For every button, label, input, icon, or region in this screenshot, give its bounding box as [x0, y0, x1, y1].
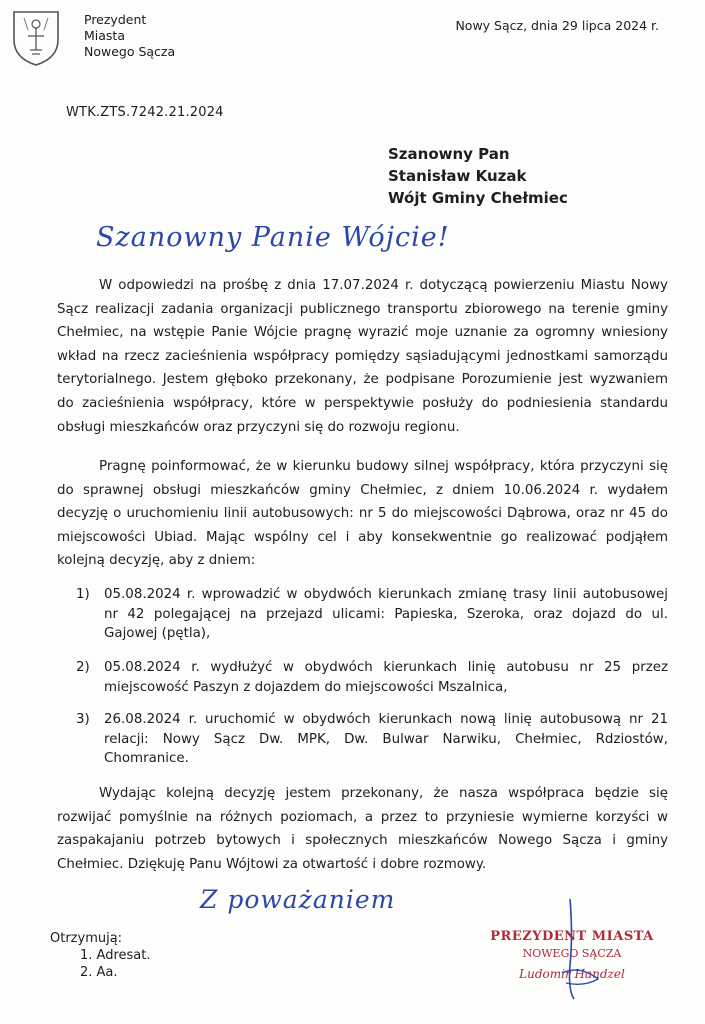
addressee-title: Wójt Gminy Chełmiec	[388, 189, 568, 207]
handwritten-greeting: Szanowny Panie Wójcie!	[96, 222, 450, 253]
paragraph-2	[57, 455, 668, 573]
list-item	[76, 658, 668, 697]
paragraph-1-text: W odpowiedzi na prośbę z dnia 17.07.2024 r. dotyczącą powierzeniu Miastu Nowy Sącz realizacji zadania organizacji publicznego transportu zbiorowego na terenie gminy Chełmiec, na wstępie Panie Wójcie pragnę wyrazić moje uznanie za ogromny wniesiony wkład na rzecz zacieśnienia współpracy pomiędzy sąsiadującymi jednostkami samorządu terytorialnego. Jestem głęboko przekonany, że podpisane Porozumienie jest wyzwaniem do zacieśnienia współpracy, które w perspektywie posłuży do podniesienia standardu obsługi mieszkańców oraz przyczyni się do rozwoju regionu.	[57, 278, 668, 435]
paragraph-2-text: Pragnę poinformować, że w kierunku budowy silnej współpracy, która przyczyni się do sprawnej obsługi mieszkańców gminy Chełmiec, z dniem 10.06.2024 r. wydałem decyzję o uruchomieniu linii autobusowych: nr 5 do miejscowości Dąbrowa, oraz nr 45 do miejscowości Ubiad. Mając wspólny cel i aby konsekwentnie go realizować podjąłem kolejną decyzję, aby z dniem:	[57, 459, 668, 569]
list-item-number: 2)	[76, 660, 90, 675]
list-item-text: 05.08.2024 r. wydłużyć w obydwóch kierunkach linię autobusu nr 25 przez miejscowość Paszyn z dojazdem do miejscowości Mszalnica,	[104, 660, 668, 695]
list-item	[76, 710, 668, 769]
closing-paragraph	[57, 782, 668, 876]
handwritten-closing: Z poważaniem	[200, 885, 396, 914]
list-item-text: 26.08.2024 r. uruchomić w obydwóch kierunkach nową linię autobusową nr 21 relacji: Nowy Sącz Dw. MPK, Dw. Bulwar Narwiku, Chełmiec, Rdziostów, Chomranice.	[104, 712, 668, 766]
closing-paragraph-text: Wydając kolejną decyzję jestem przekonany, że nasza współpraca będzie się rozwijać pomyślnie na różnych poziomach, a przez to przyniesie wymierne korzyści w zaspakajaniu potrzeb bytowych i społecznych mieszkańców Nowego Sącza i gminy Chełmiec. Dziękuję Panu Wójtowi za otwartość i dobre rozmowy.	[57, 786, 668, 872]
list-item-text: 05.08.2024 r. wprowadzić w obydwóch kierunkach zmianę trasy linii autobusowej nr 42 polegającej na przejazd ulicami: Papieska, Szeroka, oraz dojazd do ul. Gajowej (pętla),	[104, 587, 668, 641]
issuer-line-2: Miasta	[84, 28, 125, 43]
reference-number: WTK.ZTS.7242.21.2024	[66, 105, 224, 120]
list-item	[76, 585, 668, 644]
paragraph-1	[57, 274, 668, 439]
handwritten-signature	[540, 895, 620, 1005]
recipient-item: 1. Adresat.	[80, 948, 151, 963]
list-item-number: 1)	[76, 587, 90, 602]
issuer-line-1: Prezydent	[84, 12, 147, 27]
stamp-title: PREZYDENT MIASTA	[490, 929, 654, 944]
city-crest-logo	[8, 6, 64, 68]
recipients-label: Otrzymują:	[50, 931, 123, 946]
recipient-item: 2. Aa.	[80, 965, 118, 980]
stamp-subtitle: NOWEGO SĄCZA	[522, 947, 622, 960]
stamp-name: Ludomir Handzel	[519, 967, 625, 981]
addressee-salutation: Szanowny Pan	[388, 145, 510, 163]
addressee-name: Stanisław Kuzak	[388, 167, 527, 185]
list-item-number: 3)	[76, 712, 90, 727]
letter-date: Nowy Sącz, dnia 29 lipca 2024 r.	[455, 18, 659, 33]
issuer-line-3: Nowego Sącza	[84, 44, 176, 59]
